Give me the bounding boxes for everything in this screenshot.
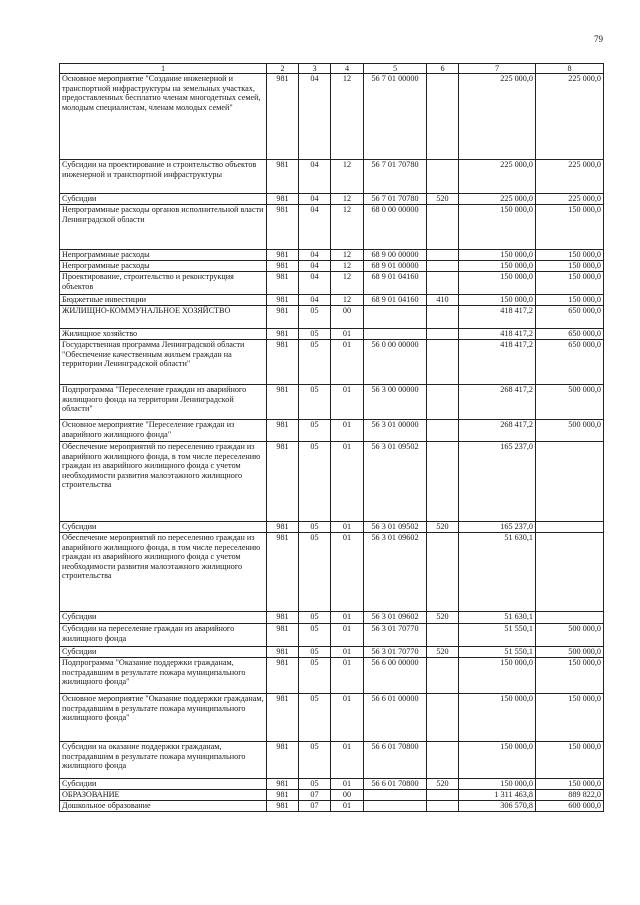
row-target-article: 56 6 00 00000 xyxy=(364,658,427,694)
row-amount-2020: 150 000,0 xyxy=(536,250,604,261)
row-amount-2020 xyxy=(536,442,604,522)
row-expense-type xyxy=(427,742,459,779)
row-name: Непрограммные расходы органов исполнительной власти Ленинградской области xyxy=(60,205,267,250)
table-row xyxy=(60,522,604,533)
table-row xyxy=(60,801,604,812)
row-name: Подпрограмма "Оказание поддержки гражданам, пострадавшим в результате пожара муниципального жилищного фонда" xyxy=(60,658,267,694)
row-target-article: 68 0 00 00000 xyxy=(364,205,427,250)
row-amount-2019: 150 000,0 xyxy=(459,205,536,250)
row-amount-2020: 225 000,0 xyxy=(536,74,604,160)
row-section: 05 xyxy=(299,329,331,340)
row-code: 981 xyxy=(267,647,299,658)
row-amount-2020: 150 000,0 xyxy=(536,295,604,306)
row-code: 981 xyxy=(267,261,299,272)
row-amount-2019: 51 550,1 xyxy=(459,624,536,647)
row-section: 04 xyxy=(299,295,331,306)
column-header: 2 xyxy=(267,64,299,74)
row-amount-2019: 150 000,0 xyxy=(459,261,536,272)
row-amount-2019: 225 000,0 xyxy=(459,160,536,194)
row-name: ОБРАЗОВАНИЕ xyxy=(60,790,267,801)
row-expense-type: 520 xyxy=(427,194,459,205)
column-header: 3 xyxy=(299,64,331,74)
row-expense-type xyxy=(427,385,459,420)
table-row xyxy=(60,74,604,160)
row-subsection: 01 xyxy=(331,612,364,624)
row-name: Основное мероприятие "Оказание поддержки гражданам, пострадавшим в результате пожара муниципального жилищного фонда" xyxy=(60,694,267,742)
row-target-article: 56 3 01 00000 xyxy=(364,420,427,442)
row-section: 04 xyxy=(299,250,331,261)
row-expense-type xyxy=(427,250,459,261)
row-expense-type: 520 xyxy=(427,612,459,624)
row-name: Обеспечение мероприятий по переселению граждан из аварийного жилищного фонда, в том числе переселению граждан из аварийного жилищного фонда с учетом необходимости развития малоэтажного жилищного строительства xyxy=(60,442,267,522)
column-header: 5 xyxy=(364,64,427,74)
row-subsection: 01 xyxy=(331,647,364,658)
row-name: Субсидии на переселение граждан из аварийного жилищного фонда xyxy=(60,624,267,647)
row-subsection: 01 xyxy=(331,420,364,442)
row-amount-2019: 268 417,2 xyxy=(459,420,536,442)
table-row xyxy=(60,694,604,742)
row-section: 05 xyxy=(299,742,331,779)
row-amount-2020: 500 000,0 xyxy=(536,385,604,420)
row-amount-2020: 500 000,0 xyxy=(536,647,604,658)
table-row xyxy=(60,306,604,329)
row-expense-type: 520 xyxy=(427,522,459,533)
row-name: Субсидии xyxy=(60,647,267,658)
row-section: 05 xyxy=(299,647,331,658)
row-target-article: 56 3 01 09602 xyxy=(364,612,427,624)
row-name: Обеспечение мероприятий по переселению граждан из аварийного жилищного фонда, в том числе переселению граждан из аварийного жилищного фонда с учетом необходимости развития малоэтажного жилищного строительства xyxy=(60,533,267,612)
table-row xyxy=(60,658,604,694)
row-code: 981 xyxy=(267,533,299,612)
row-name: Субсидии на оказание поддержки гражданам, пострадавшим в результате пожара муниципального жилищного фонда xyxy=(60,742,267,779)
row-subsection: 01 xyxy=(331,658,364,694)
table-row xyxy=(60,790,604,801)
row-target-article: 56 3 01 70770 xyxy=(364,647,427,658)
row-name: Субсидии xyxy=(60,612,267,624)
row-amount-2019: 418 417,2 xyxy=(459,329,536,340)
row-section: 05 xyxy=(299,624,331,647)
row-code: 981 xyxy=(267,205,299,250)
row-section: 05 xyxy=(299,522,331,533)
row-target-article: 56 6 01 70800 xyxy=(364,742,427,779)
row-target-article xyxy=(364,790,427,801)
row-amount-2019: 165 237,0 xyxy=(459,522,536,533)
row-amount-2019: 150 000,0 xyxy=(459,742,536,779)
row-subsection: 12 xyxy=(331,295,364,306)
row-name: Непрограммные расходы xyxy=(60,261,267,272)
row-name: Подпрограмма "Переселение граждан из аварийного жилищного фонда на территории Ленинградской области" xyxy=(60,385,267,420)
row-code: 981 xyxy=(267,340,299,385)
row-subsection: 01 xyxy=(331,340,364,385)
row-name: Субсидии xyxy=(60,194,267,205)
row-amount-2019: 165 237,0 xyxy=(459,442,536,522)
row-amount-2020: 500 000,0 xyxy=(536,420,604,442)
row-code: 981 xyxy=(267,790,299,801)
row-section: 05 xyxy=(299,420,331,442)
row-amount-2019: 150 000,0 xyxy=(459,694,536,742)
row-amount-2019: 150 000,0 xyxy=(459,779,536,790)
row-name: Субсидии xyxy=(60,779,267,790)
row-target-article: 56 7 01 00000 xyxy=(364,74,427,160)
row-amount-2020 xyxy=(536,522,604,533)
table-row xyxy=(60,442,604,522)
row-amount-2020: 225 000,0 xyxy=(536,194,604,205)
table-row xyxy=(60,647,604,658)
row-name: Основное мероприятие "Создание инженерной и транспортной инфраструктуры на земельных участках, предоставленных бесплатно членам многодетных семей, молодым специалистам, членам молодых семей" xyxy=(60,74,267,160)
row-name: Проектирование, строительство и реконструкция объектов xyxy=(60,272,267,295)
row-code: 981 xyxy=(267,658,299,694)
row-amount-2019: 51 630,1 xyxy=(459,612,536,624)
row-code: 981 xyxy=(267,295,299,306)
column-header: 4 xyxy=(331,64,364,74)
row-section: 05 xyxy=(299,694,331,742)
row-section: 04 xyxy=(299,205,331,250)
row-expense-type xyxy=(427,261,459,272)
row-amount-2019: 150 000,0 xyxy=(459,658,536,694)
row-target-article: 68 9 01 00000 xyxy=(364,261,427,272)
row-code: 981 xyxy=(267,420,299,442)
row-expense-type xyxy=(427,533,459,612)
row-expense-type xyxy=(427,420,459,442)
row-amount-2019: 225 000,0 xyxy=(459,194,536,205)
row-code: 981 xyxy=(267,272,299,295)
row-target-article xyxy=(364,329,427,340)
row-section: 05 xyxy=(299,340,331,385)
row-code: 981 xyxy=(267,624,299,647)
table-row xyxy=(60,160,604,194)
row-amount-2019: 51 630,1 xyxy=(459,533,536,612)
row-code: 981 xyxy=(267,694,299,742)
row-amount-2019: 418 417,2 xyxy=(459,306,536,329)
row-section: 05 xyxy=(299,779,331,790)
row-subsection: 12 xyxy=(331,261,364,272)
header-row xyxy=(60,64,604,74)
budget-table xyxy=(59,63,604,812)
row-subsection: 12 xyxy=(331,272,364,295)
column-header: 1 xyxy=(60,64,267,74)
row-target-article: 68 9 00 00000 xyxy=(364,250,427,261)
row-subsection: 01 xyxy=(331,385,364,420)
row-name: Субсидии xyxy=(60,522,267,533)
row-code: 981 xyxy=(267,801,299,812)
row-target-article: 56 3 01 09502 xyxy=(364,522,427,533)
row-section: 04 xyxy=(299,74,331,160)
row-expense-type xyxy=(427,205,459,250)
row-subsection: 01 xyxy=(331,442,364,522)
row-section: 05 xyxy=(299,612,331,624)
row-amount-2020: 150 000,0 xyxy=(536,261,604,272)
row-name: ЖИЛИЩНО-КОММУНАЛЬНОЕ ХОЗЯЙСТВО xyxy=(60,306,267,329)
row-amount-2020 xyxy=(536,533,604,612)
row-section: 04 xyxy=(299,261,331,272)
row-amount-2020: 889 822,0 xyxy=(536,790,604,801)
row-section: 07 xyxy=(299,801,331,812)
row-amount-2019: 268 417,2 xyxy=(459,385,536,420)
row-target-article: 68 9 01 04160 xyxy=(364,295,427,306)
row-amount-2020: 150 000,0 xyxy=(536,779,604,790)
table-row xyxy=(60,295,604,306)
row-subsection: 00 xyxy=(331,306,364,329)
row-code: 981 xyxy=(267,194,299,205)
row-amount-2020: 225 000,0 xyxy=(536,160,604,194)
row-subsection: 01 xyxy=(331,742,364,779)
row-amount-2019: 51 550,1 xyxy=(459,647,536,658)
row-target-article: 56 7 01 70780 xyxy=(364,194,427,205)
table-row xyxy=(60,261,604,272)
row-expense-type: 410 xyxy=(427,295,459,306)
row-code: 981 xyxy=(267,74,299,160)
table-row xyxy=(60,612,604,624)
table-row xyxy=(60,205,604,250)
table-row xyxy=(60,329,604,340)
table-row xyxy=(60,340,604,385)
row-target-article: 56 3 01 09602 xyxy=(364,533,427,612)
row-subsection: 01 xyxy=(331,801,364,812)
table-row xyxy=(60,194,604,205)
row-target-article xyxy=(364,801,427,812)
row-code: 981 xyxy=(267,306,299,329)
row-section: 05 xyxy=(299,385,331,420)
row-code: 981 xyxy=(267,612,299,624)
row-code: 981 xyxy=(267,742,299,779)
row-expense-type xyxy=(427,74,459,160)
row-name: Основное мероприятие "Переселение граждан из аварийного жилищного фонда" xyxy=(60,420,267,442)
row-amount-2020: 650 000,0 xyxy=(536,306,604,329)
row-amount-2019: 150 000,0 xyxy=(459,250,536,261)
row-code: 981 xyxy=(267,329,299,340)
row-code: 981 xyxy=(267,779,299,790)
row-section: 07 xyxy=(299,790,331,801)
row-amount-2020: 150 000,0 xyxy=(536,742,604,779)
row-subsection: 12 xyxy=(331,160,364,194)
column-header: 7 xyxy=(459,64,536,74)
row-target-article: 56 0 00 00000 xyxy=(364,340,427,385)
table-row xyxy=(60,385,604,420)
row-amount-2019: 150 000,0 xyxy=(459,295,536,306)
row-subsection: 01 xyxy=(331,779,364,790)
row-subsection: 01 xyxy=(331,522,364,533)
row-amount-2019: 1 311 463,8 xyxy=(459,790,536,801)
row-amount-2019: 150 000,0 xyxy=(459,272,536,295)
row-target-article: 68 9 01 04160 xyxy=(364,272,427,295)
row-section: 05 xyxy=(299,306,331,329)
row-target-article xyxy=(364,306,427,329)
row-section: 05 xyxy=(299,658,331,694)
row-amount-2020: 600 000,0 xyxy=(536,801,604,812)
row-amount-2020: 150 000,0 xyxy=(536,658,604,694)
row-name: Непрограммные расходы xyxy=(60,250,267,261)
row-amount-2020 xyxy=(536,612,604,624)
row-target-article: 56 7 01 70780 xyxy=(364,160,427,194)
row-code: 981 xyxy=(267,442,299,522)
row-subsection: 01 xyxy=(331,694,364,742)
row-expense-type xyxy=(427,790,459,801)
row-expense-type: 520 xyxy=(427,779,459,790)
row-expense-type xyxy=(427,272,459,295)
row-section: 04 xyxy=(299,160,331,194)
table-row xyxy=(60,742,604,779)
row-target-article: 56 6 01 00000 xyxy=(364,694,427,742)
row-code: 981 xyxy=(267,522,299,533)
row-expense-type xyxy=(427,306,459,329)
table-row xyxy=(60,779,604,790)
row-code: 981 xyxy=(267,160,299,194)
row-subsection: 12 xyxy=(331,205,364,250)
row-name: Жилищное хозяйство xyxy=(60,329,267,340)
column-header: 8 xyxy=(536,64,604,74)
row-amount-2020: 650 000,0 xyxy=(536,329,604,340)
row-expense-type xyxy=(427,694,459,742)
row-amount-2020: 150 000,0 xyxy=(536,272,604,295)
row-subsection: 01 xyxy=(331,329,364,340)
row-expense-type xyxy=(427,442,459,522)
row-expense-type xyxy=(427,340,459,385)
row-amount-2019: 418 417,2 xyxy=(459,340,536,385)
row-amount-2020: 150 000,0 xyxy=(536,694,604,742)
page-number: 79 xyxy=(594,34,603,44)
row-name: Субсидии на проектирование и строительство объектов инженерной и транспортной инфраструктуры xyxy=(60,160,267,194)
table-row xyxy=(60,272,604,295)
row-section: 04 xyxy=(299,272,331,295)
column-header: 6 xyxy=(427,64,459,74)
row-subsection: 12 xyxy=(331,250,364,261)
table-row xyxy=(60,250,604,261)
row-amount-2020: 150 000,0 xyxy=(536,205,604,250)
row-section: 05 xyxy=(299,442,331,522)
row-subsection: 01 xyxy=(331,533,364,612)
row-target-article: 56 3 00 00000 xyxy=(364,385,427,420)
row-target-article: 56 6 01 70800 xyxy=(364,779,427,790)
row-amount-2019: 225 000,0 xyxy=(459,74,536,160)
row-amount-2020: 500 000,0 xyxy=(536,624,604,647)
row-expense-type xyxy=(427,160,459,194)
row-amount-2020: 650 000,0 xyxy=(536,340,604,385)
row-code: 981 xyxy=(267,250,299,261)
row-subsection: 12 xyxy=(331,194,364,205)
row-expense-type xyxy=(427,801,459,812)
row-name: Бюджетные инвестиции xyxy=(60,295,267,306)
row-expense-type xyxy=(427,624,459,647)
table-row xyxy=(60,624,604,647)
row-section: 04 xyxy=(299,194,331,205)
row-subsection: 01 xyxy=(331,624,364,647)
row-code: 981 xyxy=(267,385,299,420)
row-section: 05 xyxy=(299,533,331,612)
row-subsection: 00 xyxy=(331,790,364,801)
row-subsection: 12 xyxy=(331,74,364,160)
row-name: Дошкольное образование xyxy=(60,801,267,812)
row-amount-2019: 306 570,8 xyxy=(459,801,536,812)
row-target-article: 56 3 01 70770 xyxy=(364,624,427,647)
row-expense-type xyxy=(427,658,459,694)
row-expense-type xyxy=(427,329,459,340)
row-name: Государственная программа Ленинградской области "Обеспечение качественным жильем граждан на территории Ленинградской области" xyxy=(60,340,267,385)
row-target-article: 56 3 01 09502 xyxy=(364,442,427,522)
row-expense-type: 520 xyxy=(427,647,459,658)
table-row xyxy=(60,420,604,442)
table-row xyxy=(60,533,604,612)
